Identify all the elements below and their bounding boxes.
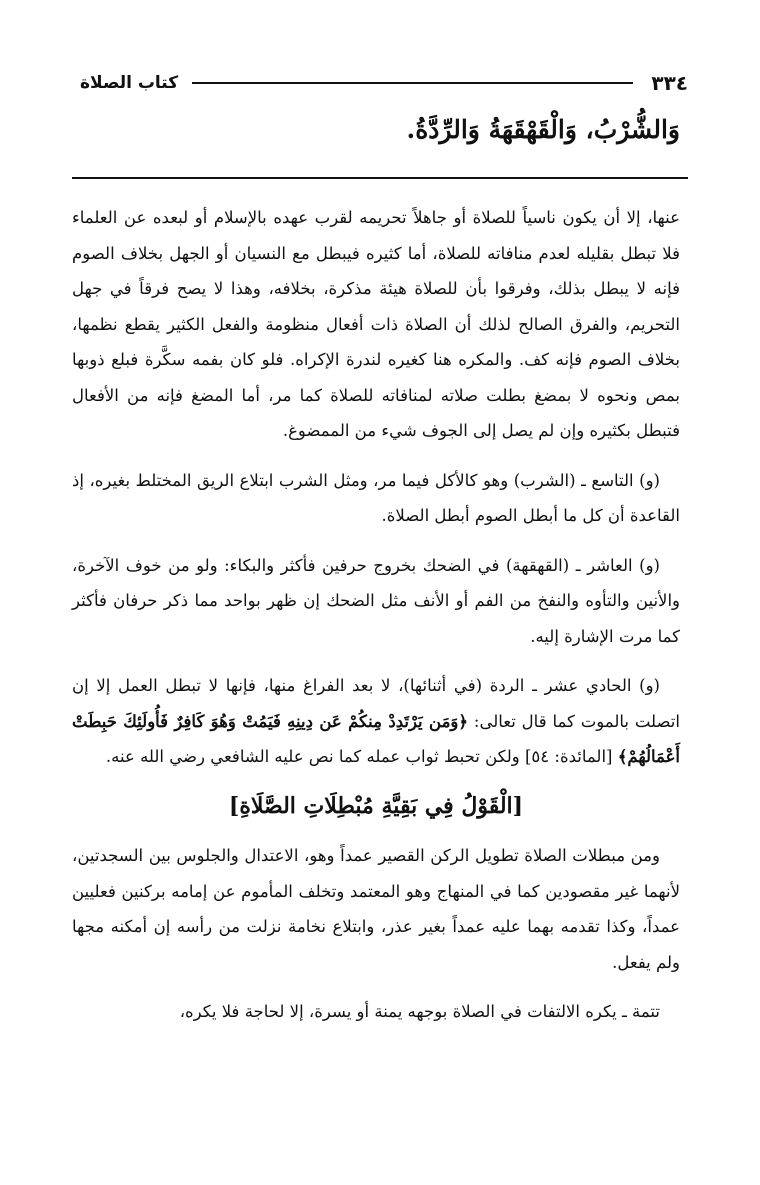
paragraph: تتمة ـ يكره الالتفات في الصلاة بوجهه يمنة أو يسرة، إلا لحاجة فلا يكره، [179,1002,660,1021]
paragraph-text: (و) الحادي عشر ـ الردة (في أثنائها)، لا بعد الفراغ منها، فإنها لا تبطل العمل إلا إن اتصلت بالموت كما قال تعالى: [72,676,680,731]
book-title: كتاب الصلاة [80,73,179,93]
paragraph: ومن مبطلات الصلاة تطويل الركن القصير عمداً وهو، الاعتدال والجلوس بين السجدتين، لأنهما غير مقصودين كما في المنهاج وهو المعتمد وتخلف المأموم عن إمامه بركنين فعليين عمداً، وكذا تقدمه بهما عليه عمداً بغير عذر، وابتلاع نخامة نزلت من رأسه إن أمكنه مجها ولم يفعل. [72,846,680,972]
matn-text: وَالشُّرْبُ، وَالْقَهْقَهَةُ وَالرِّدَّةُ. [406,115,680,144]
running-header [80,68,688,98]
paragraph-text: [المائدة: ٥٤] ولكن تحبط ثواب عمله كما نص عليه الشافعي رضي الله عنه. [105,747,618,766]
page-number: ٣٣٤ [651,71,688,95]
header-rule [192,82,633,84]
paragraph [72,668,680,775]
paragraph: عنها، إلا أن يكون ناسياً للصلاة أو جاهلاً تحريمه لقرب عهده بالإسلام أو لبعده عن العلماء فلا تبطل بقليله لعدم منافاته للصلاة، أما كثيره فيبطل مع النسيان أو الجهل بخلاف الصوم فإنه لا يبطل بذلك، وفرقوا بأن للصلاة هيئة مذكرة، بخلافه، وهذا لا يصح فرقاً في جهل التحريم، والفرق الصالح لذلك أن الصلاة ذات أفعال منظومة والفعل الكثير يقطع نظمها، بخلاف الصوم فإنه كف. والمكره هنا كغيره لندرة الإكراه. فلو كان بفمه سكَّرة فبلع ذوبها بمص ونحوه لا بمضغ بطلت صلاته لمنافاته للصلاة كما مر، أما المضغ فإنه من الأفعال فتبطل بكثيره وإن لم يصل إلى الجوف شيء من الممضوغ. [72,208,680,440]
paragraph: (و) العاشر ـ (القهقهة) في الضحك بخروج حرفين فأكثر والبكاء: ولو من خوف الآخرة، والأنين والتأوه والنفخ من الفم أو الأنف مثل الضحك إن ظهر بواحد مما ذكر حرفان فأكثر كما مرت الإشارة إليه. [72,555,680,646]
paragraph: (و) التاسع ـ (الشرب) وهو كالأكل فيما مر، ومثل الشرب ابتلاع الريق المختلط بغيره، إذ القاعدة أن كل ما أبطل الصوم أبطل الصلاة. [72,470,680,525]
commentary-body [72,200,680,1044]
section-heading: [الْقَوْلُ فِي بَقِيَّةِ مُبْطِلَاتِ الصَّلَاةِ] [228,792,524,819]
matn-separator [72,177,688,179]
quran-verse: ﴿وَمَن يَرْتَدِدْ مِنكُمْ عَن دِينِهِ فَيَمُتْ وَهُوَ كَافِرٌ فَأُولَئِكَ حَبِطَتْ أَعْمَالُهُمْ﴾ [72,711,680,766]
